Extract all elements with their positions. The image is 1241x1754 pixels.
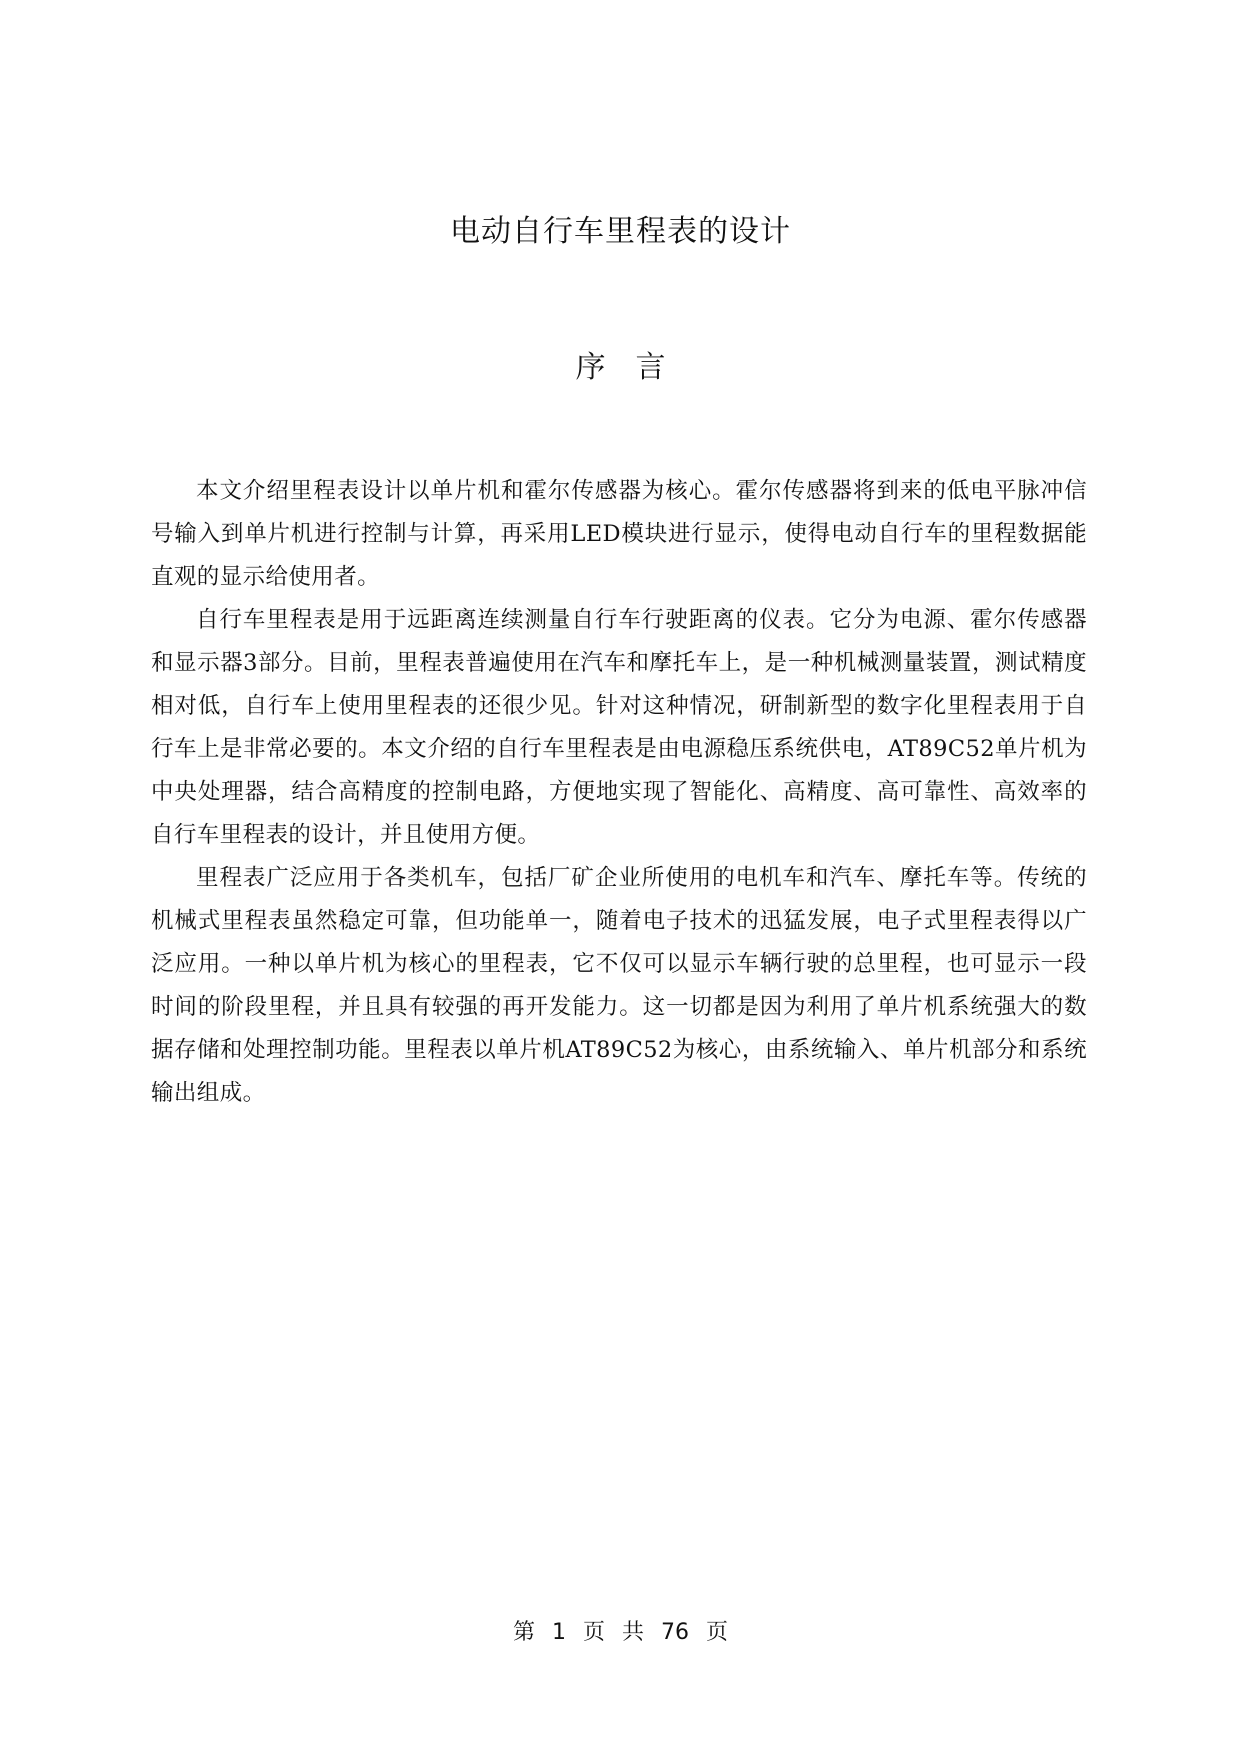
paragraph-3: 里程表广泛应用于各类机车，包括厂矿企业所使用的电机车和汽车、摩托车等。传统的机械式里程表虽然稳定可靠，但功能单一，随着电子技术的迅猛发展，电子式里程表得以广泛应用。一种以单片机为核心的里程表，它不仅可以显示车辆行驶的总里程，也可显示一段时间的阶段里程，并且具有较强的再开发能力。这一切都是因为利用了单片机系统强大的数据存储和处理控制功能。里程表以单片机AT89C52为核心，由系统输入、单片机部分和系统输出组成。 [151, 865, 1087, 1106]
footer-page-label: 页 [582, 1620, 605, 1645]
body-text [151, 470, 1087, 1115]
section-title: 序言 [575, 350, 696, 385]
footer-page-number: 1 [551, 1620, 566, 1645]
footer-total-pages: 76 [661, 1620, 690, 1645]
paragraph-2: 自行车里程表是用于远距离连续测量自行车行驶距离的仪表。它分为电源、霍尔传感器和显示器3部分。目前，里程表普遍使用在汽车和摩托车上，是一种机械测量装置，测试精度相对低，自行车上使用里程表的还很少见。针对这种情况，研制新型的数字化里程表用于自行车上是非常必要的。本文介绍的自行车里程表是由电源稳压系统供电，AT89C52单片机为中央处理器，结合高精度的控制电路，方便地实现了智能化、高精度、高可靠性、高效率的自行车里程表的设计，并且使用方便。 [151, 607, 1087, 848]
page-footer [0, 1618, 1241, 1648]
footer-total-prefix: 共 [622, 1620, 645, 1645]
paragraph-1: 本文介绍里程表设计以单片机和霍尔传感器为核心。霍尔传感器将到来的低电平脉冲信号输入到单片机进行控制与计算，再采用LED模块进行显示，使得电动自行车的里程数据能直观的显示给使用者。 [151, 478, 1087, 590]
footer-total-label: 页 [706, 1620, 729, 1645]
document-title: 电动自行车里程表的设计 [450, 214, 791, 249]
footer-prefix: 第 [512, 1620, 535, 1645]
